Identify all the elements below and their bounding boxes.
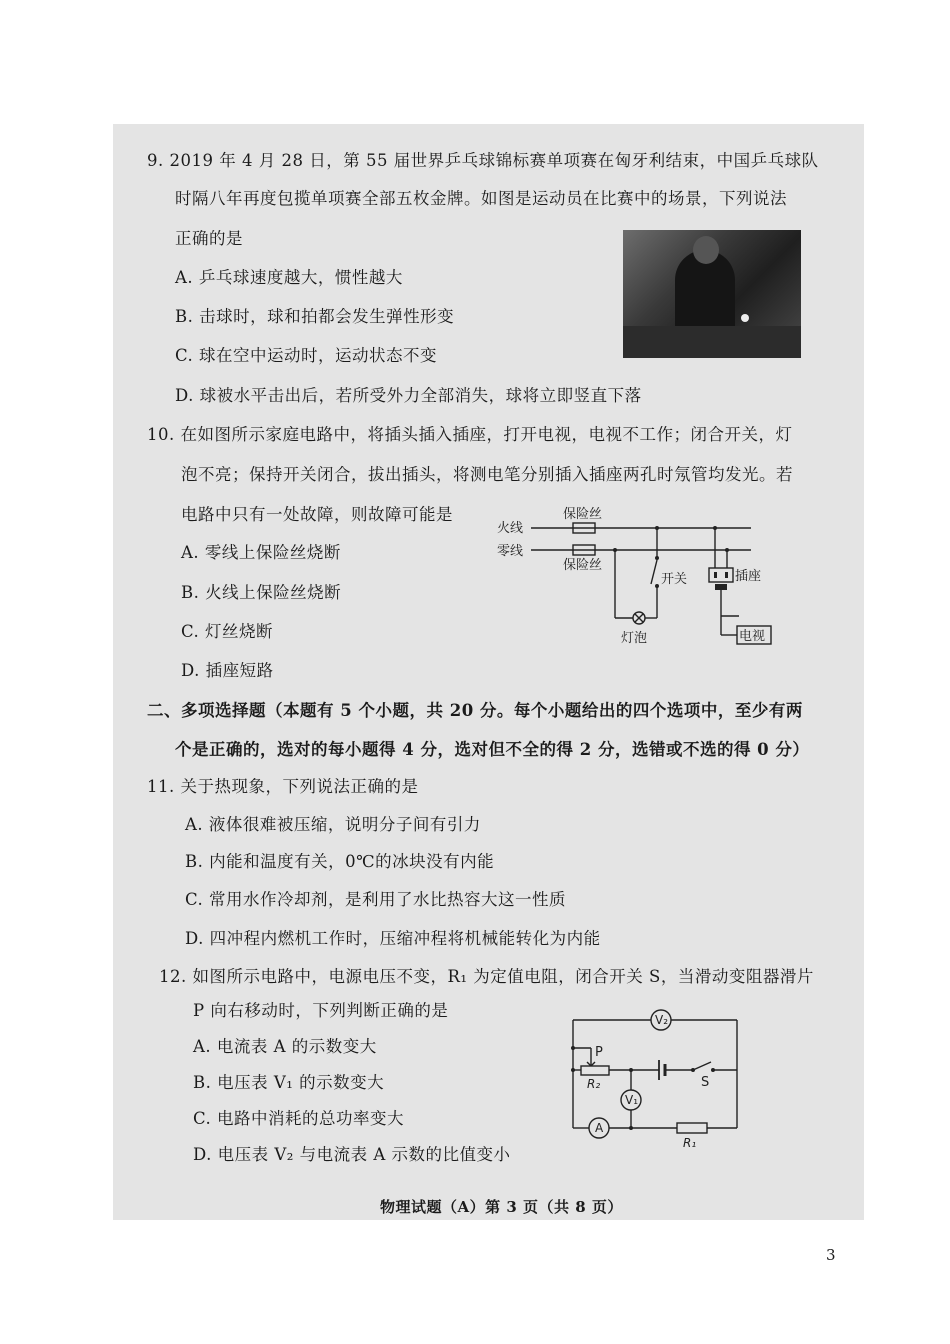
q11-option-a: A. 液体很难被压缩，说明分子间有引力 xyxy=(185,815,481,834)
q10-option-a: A. 零线上保险丝烧断 xyxy=(181,543,341,562)
q12-option-b: B. 电压表 V₁ 的示数变大 xyxy=(193,1073,385,1092)
resistor-r1 xyxy=(677,1123,707,1133)
player-head xyxy=(693,236,719,264)
label-v1: V₁ xyxy=(625,1093,639,1107)
label-fuse-1: 保险丝 xyxy=(563,507,603,522)
label-neutral-wire: 零线 xyxy=(497,544,524,559)
label-v2: V₂ xyxy=(655,1013,669,1027)
socket-icon xyxy=(709,568,733,582)
label-switch: 开关 xyxy=(661,572,688,587)
table-surface xyxy=(623,326,801,358)
rheostat-circuit-diagram xyxy=(561,1004,751,1154)
q10-stem-line1: 10. 在如图所示家庭电路中，将插头插入插座，打开电视，电视不工作；闭合开关，灯 xyxy=(147,425,793,444)
label-tv: 电视 xyxy=(739,629,766,644)
label-r2: R₂ xyxy=(587,1077,601,1091)
q10-option-b: B. 火线上保险丝烧断 xyxy=(181,583,342,602)
label-s: S xyxy=(701,1075,710,1090)
q12-stem-line1: 12. 如图所示电路中，电源电压不变，R₁ 为定值电阻，闭合开关 S，当滑动变阻器滑片 xyxy=(159,967,814,986)
table-tennis-photo xyxy=(623,230,801,358)
label-ammeter: A xyxy=(595,1121,604,1135)
label-socket: 插座 xyxy=(735,569,762,584)
q9-option-b: B. 击球时，球和拍都会发生弹性形变 xyxy=(175,307,455,326)
label-fuse-2: 保险丝 xyxy=(563,558,603,573)
section2-heading-line2: 个是正确的，选对的每小题得 4 分，选对但不全的得 2 分，选错或不选的得 0 分） xyxy=(175,740,810,759)
q10-option-d: D. 插座短路 xyxy=(181,661,274,680)
q12-option-d: D. 电压表 V₂ 与电流表 A 示数的比值变小 xyxy=(193,1145,511,1164)
label-live-wire: 火线 xyxy=(497,521,524,536)
ball-icon xyxy=(741,314,749,322)
q11-option-b: B. 内能和温度有关，0℃的冰块没有内能 xyxy=(185,852,495,871)
q9-stem-line1: 9. 2019 年 4 月 28 日，第 55 届世界乒乓球锦标赛单项赛在匈牙利结束，中国乒乓球队 xyxy=(147,151,819,170)
label-bulb: 灯泡 xyxy=(621,631,648,646)
section2-heading-line1: 二、多项选择题（本题有 5 个小题，共 20 分。每个小题给出的四个选项中，至少有两 xyxy=(147,701,803,720)
switch-s-icon xyxy=(693,1062,711,1070)
q9-option-d: D. 球被水平击出后，若所受外力全部消失，球将立即竖直下落 xyxy=(175,386,642,405)
household-circuit-diagram xyxy=(493,498,783,658)
page-number: 3 xyxy=(826,1246,836,1264)
switch-icon xyxy=(651,560,657,584)
q9-option-c: C. 球在空中运动时，运动状态不变 xyxy=(175,346,438,365)
rheostat-r2 xyxy=(581,1066,609,1075)
q12-option-a: A. 电流表 A 的示数变大 xyxy=(193,1037,377,1056)
label-r1: R₁ xyxy=(683,1136,697,1150)
q11-option-d: D. 四冲程内燃机工作时，压缩冲程将机械能转化为内能 xyxy=(185,929,601,948)
label-p: P xyxy=(595,1045,603,1060)
q11-option-c: C. 常用水作冷却剂，是利用了水比热容大这一性质 xyxy=(185,890,567,909)
q10-stem-line2: 泡不亮；保持开关闭合，拔出插头，将测电笔分别插入插座两孔时氖管均发光。若 xyxy=(181,465,793,484)
q10-stem-line3: 电路中只有一处故障，则故障可能是 xyxy=(181,505,453,524)
q9-stem-line3: 正确的是 xyxy=(175,229,243,248)
q9-stem-line2: 时隔八年再度包揽单项赛全部五枚金牌。如图是运动员在比赛中的场景，下列说法 xyxy=(175,189,787,208)
q12-stem-line2: P 向右移动时，下列判断正确的是 xyxy=(193,1001,449,1020)
exam-page-photo xyxy=(113,124,864,1220)
q12-option-c: C. 电路中消耗的总功率变大 xyxy=(193,1109,405,1128)
q11-stem: 11. 关于热现象，下列说法正确的是 xyxy=(147,777,419,796)
plug-icon xyxy=(715,584,727,590)
page-footer: 物理试题（A）第 3 页（共 8 页） xyxy=(380,1198,623,1216)
q9-option-a: A. 乒乓球速度越大，惯性越大 xyxy=(175,268,403,287)
q10-option-c: C. 灯丝烧断 xyxy=(181,622,274,641)
